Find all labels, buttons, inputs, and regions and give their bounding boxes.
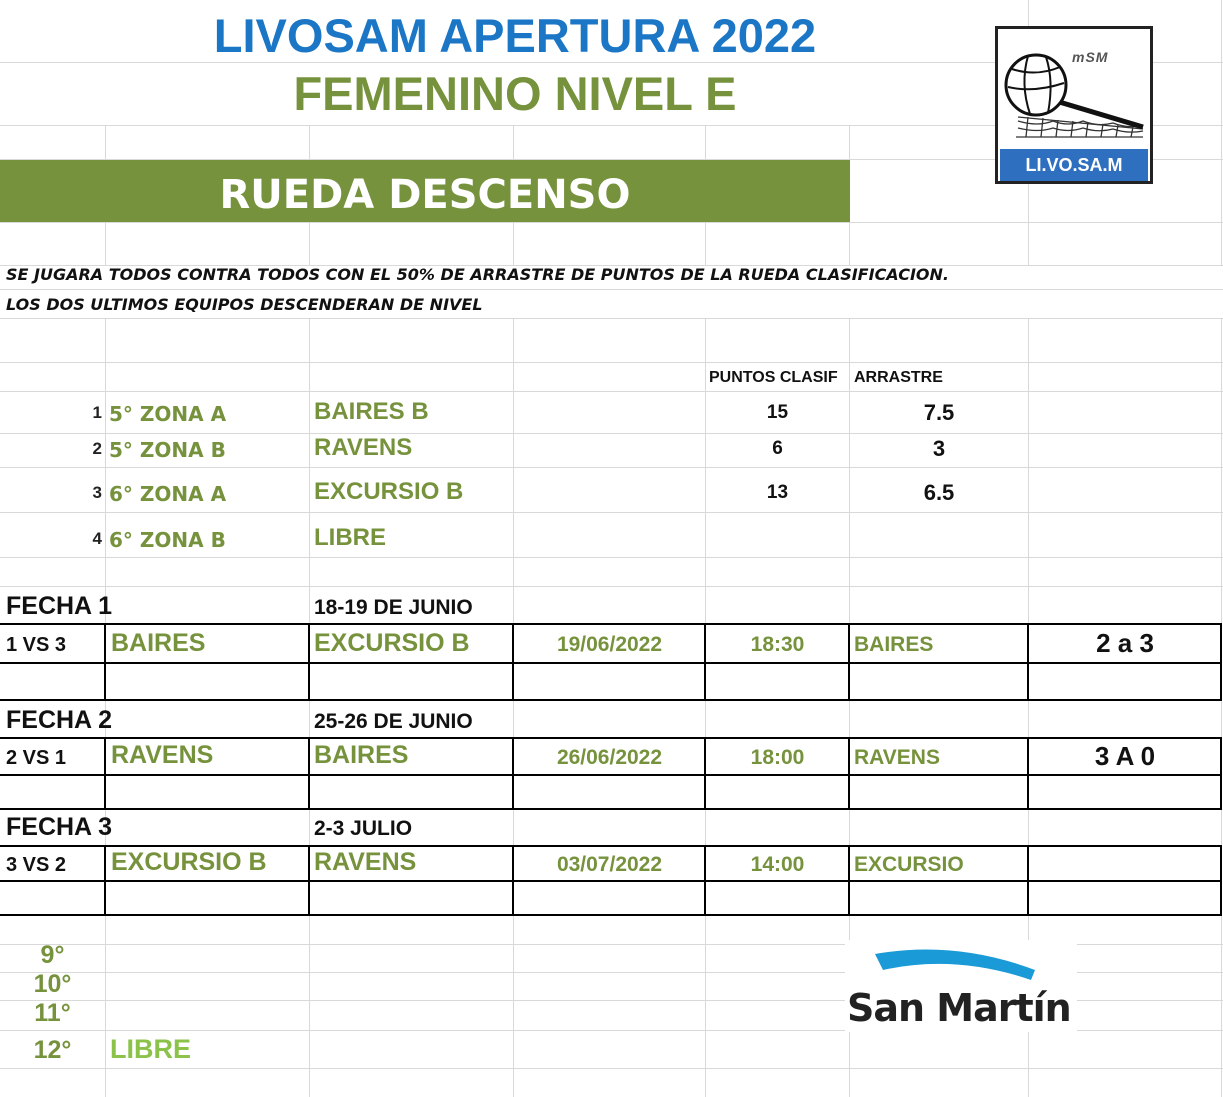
page-title: LIVOSAM APERTURA 2022 [213,9,817,62]
team-name: LIBRE [314,524,386,551]
match-pairing: 1 VS 3 [6,634,67,656]
away-team: EXCURSIO B [314,629,470,657]
header-arrastre: ARRASTRE [854,369,943,386]
match-score: 2 a 3 [1096,628,1154,658]
puntos-value: 13 [766,482,789,503]
seed-number: 3 [92,483,102,502]
arrastre-value: 7.5 [923,400,955,425]
match-pairing: 2 VS 1 [6,747,67,769]
fecha-dates: 18-19 DE JUNIO [314,596,473,619]
relegation-note: LOS DOS ULTIMOS EQUIPOS DESCENDERAN DE NIVEL [6,295,483,314]
team-name: EXCURSIO B [314,478,464,505]
arc-icon [845,940,1077,990]
match-pairing: 3 VS 2 [6,854,67,876]
puntos-value: 6 [772,438,783,459]
team-name: RAVENS [314,434,413,461]
fecha-label: FECHA 3 [6,813,113,841]
fecha-dates: 25-26 DE JUNIO [314,710,473,733]
match-row [0,847,1222,881]
match-date: 03/07/2022 [556,853,663,876]
position-label: 9° [40,941,65,969]
match-row [0,739,1222,775]
zone-label: 6° ZONA B [109,528,226,552]
page-subtitle: FEMENINO NIVEL E [293,67,737,120]
position-label: 12° [33,1036,72,1064]
section-banner-text: RUEDA DESCENSO [219,172,631,218]
seed-number: 4 [92,529,102,548]
match-time: 18:30 [750,633,805,656]
home-team: RAVENS [111,741,214,769]
volleyball-net-icon [998,29,1150,147]
zone-label: 6° ZONA A [109,482,227,506]
match-date: 26/06/2022 [556,746,663,769]
arrastre-value: 3 [932,436,946,461]
match-date: 19/06/2022 [556,633,663,656]
position-team: LIBRE [110,1034,191,1064]
away-team: BAIRES [314,741,409,769]
match-time: 14:00 [750,853,805,876]
arrastre-value: 6.5 [923,480,955,505]
zone-label: 5° ZONA A [109,402,227,426]
home-team: EXCURSIO B [111,848,267,876]
match-venue: BAIRES [854,633,934,656]
logo-caption: LI.VO.SA.M [1000,149,1148,181]
team-name: BAIRES B [314,398,429,425]
match-venue: EXCURSIO [854,853,964,876]
rules-note: SE JUGARA TODOS CONTRA TODOS CON EL 50% DE ARRASTRE DE PUNTOS DE LA RUEDA CLASIFICACION. [6,265,949,284]
position-label: 11° [34,999,71,1027]
section-banner [0,160,850,222]
sponsor-name: San Martín [847,986,1071,1030]
fecha-label: FECHA 1 [6,592,113,620]
header-puntos-clasif: PUNTOS CLASIF [709,369,838,386]
livosam-logo [995,26,1153,184]
logo-mark-text: mSM [1072,49,1109,65]
home-team: BAIRES [111,629,206,657]
match-time: 18:00 [750,746,805,769]
match-score: 3 A 0 [1094,741,1156,771]
fecha-label: FECHA 2 [6,706,113,734]
match-row [0,625,1222,663]
match-venue: RAVENS [854,746,940,769]
san-martin-logo [845,940,1077,1032]
seed-number: 2 [92,439,102,458]
away-team: RAVENS [314,848,417,876]
zone-label: 5° ZONA B [109,438,226,462]
seed-number: 1 [92,403,102,422]
position-label: 10° [33,970,72,998]
fecha-dates: 2-3 JULIO [314,817,413,840]
puntos-value: 15 [766,402,789,423]
